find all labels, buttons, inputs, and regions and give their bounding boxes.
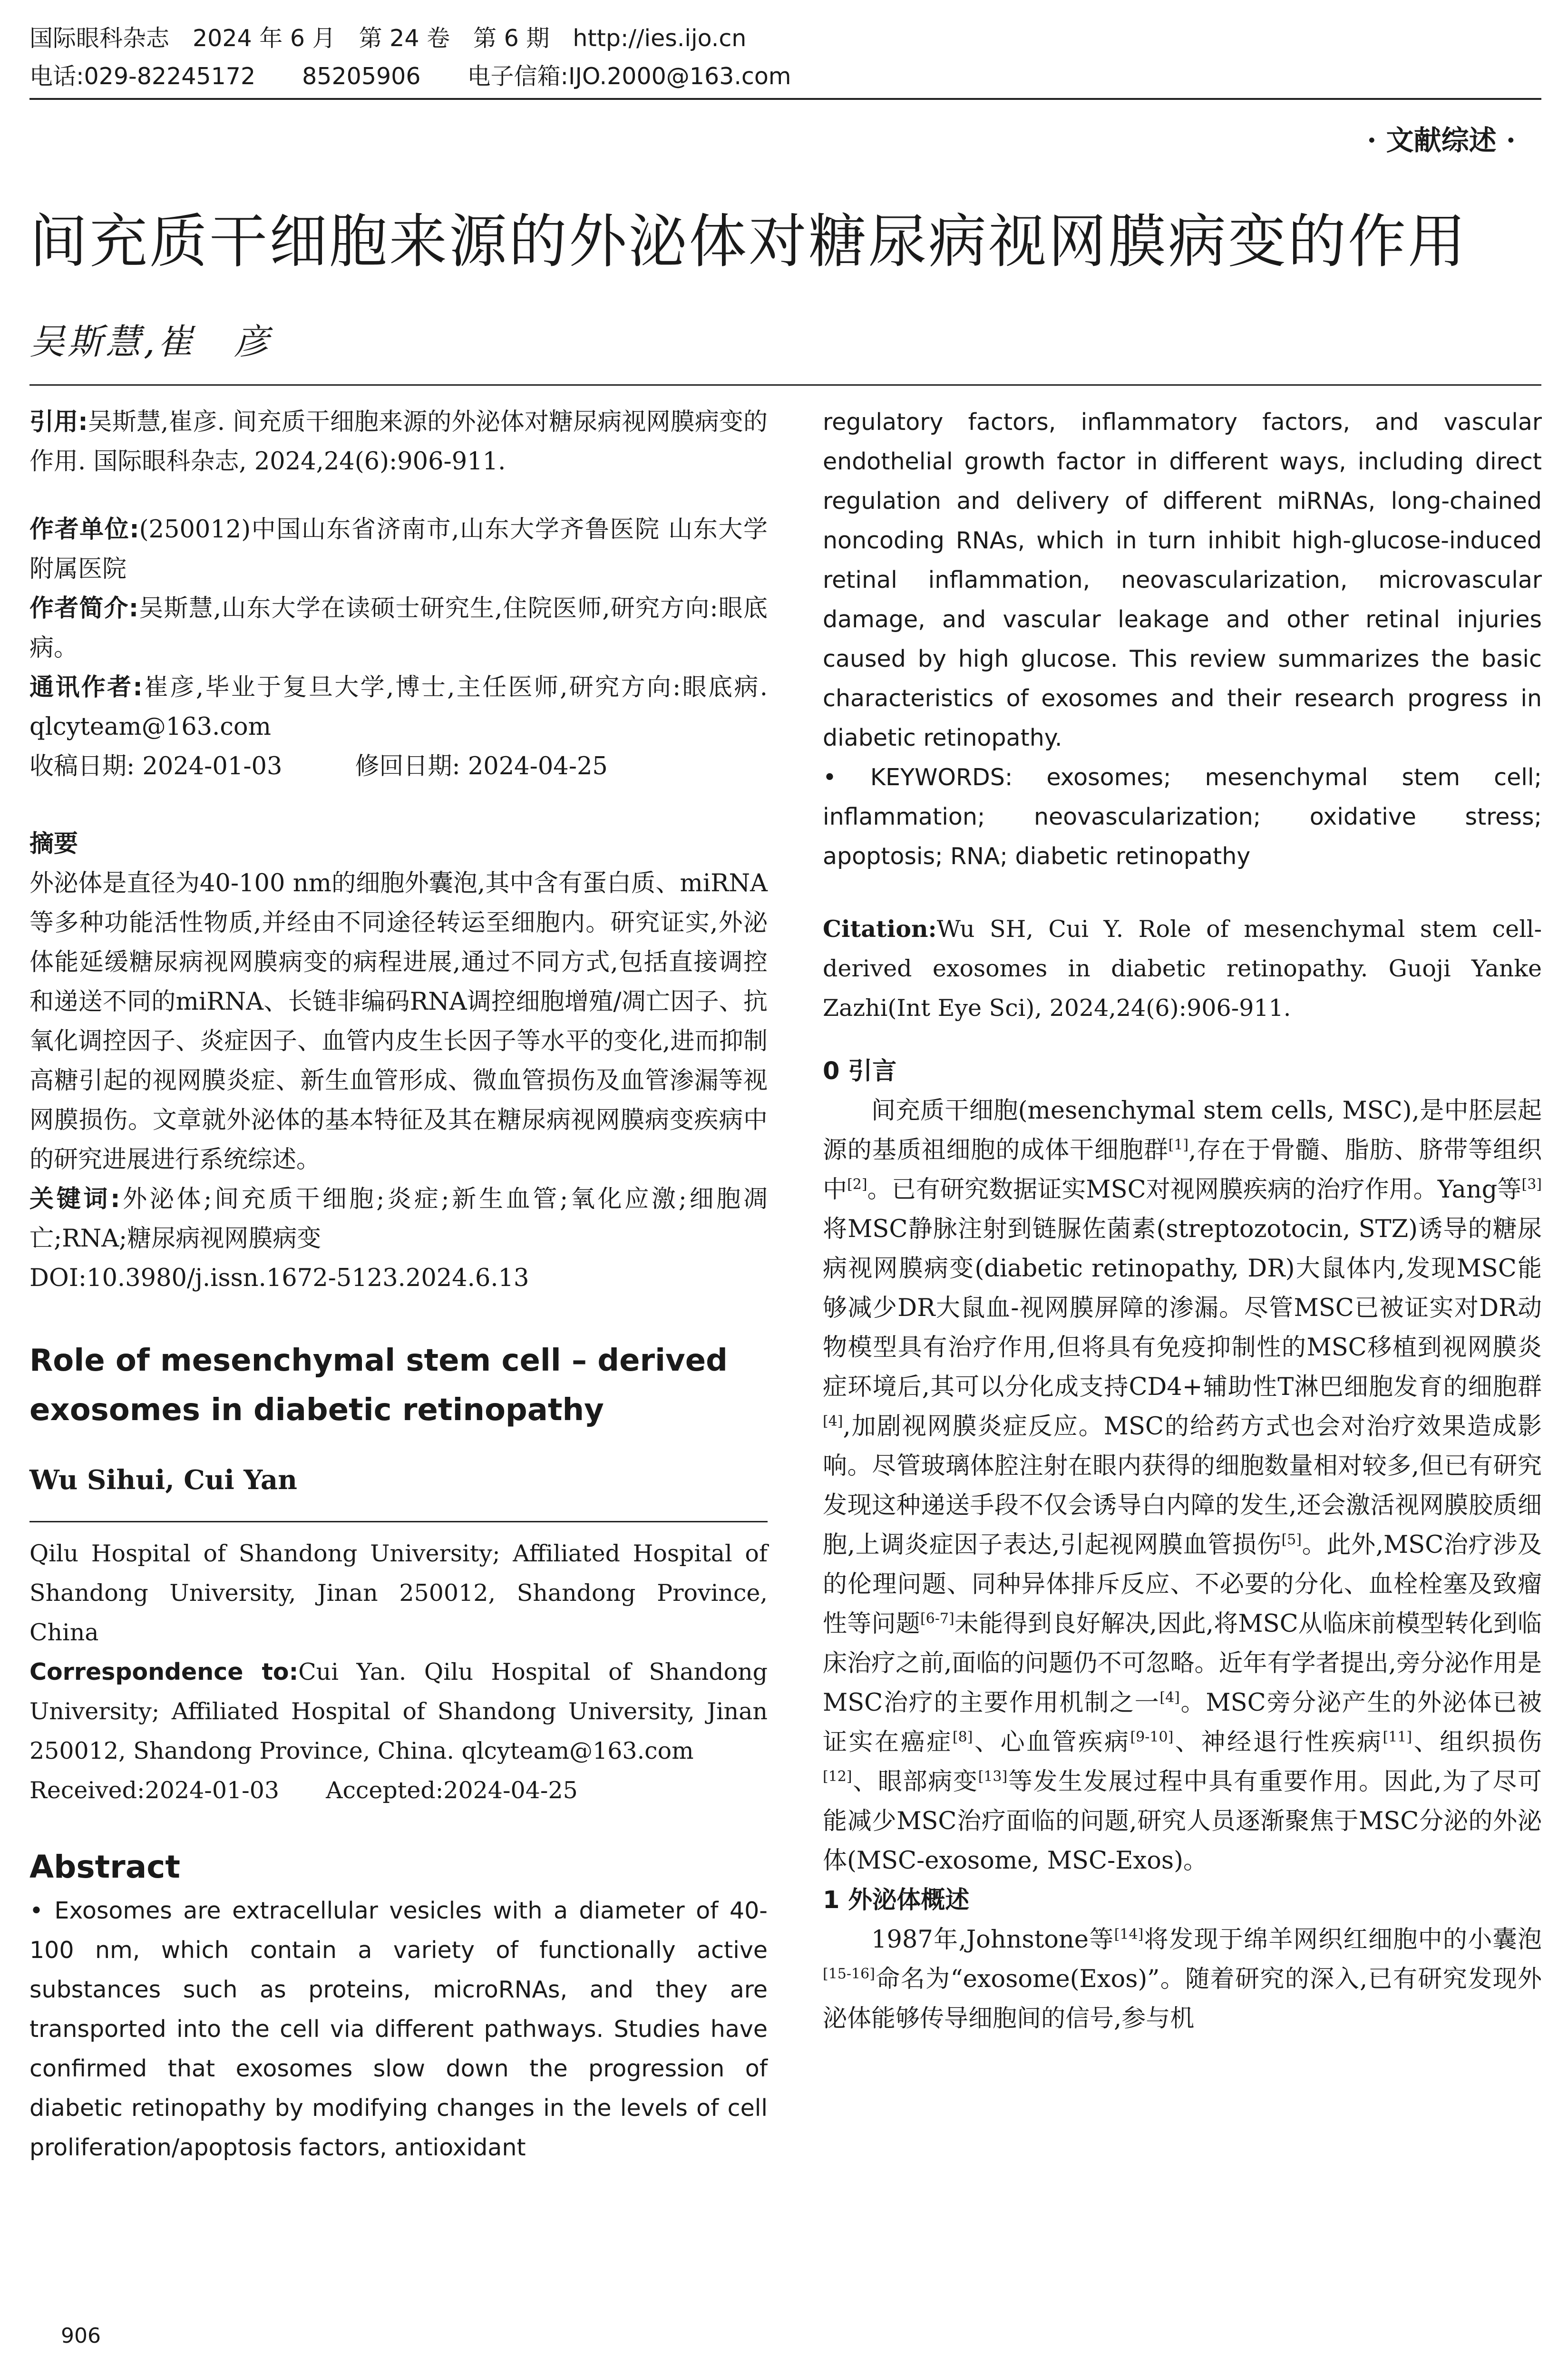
english-affiliation: Qilu Hospital of Shandong University; Affiliated Hospital of Shandong University, Jinan 250012, Shandong Province, China: [29, 1540, 768, 1646]
journal-header-line2: 电话:029-82245172 85205906 电子信箱:IJO.2000@163.com: [29, 63, 791, 90]
english-received: Received:2024-01-03 Accepted:2024-04-25: [29, 1777, 578, 1804]
affiliation: 作者单位:(250012)中国山东省济南市,山东大学齐鲁医院 山东大学附属医院: [29, 516, 768, 583]
introduction-paragraph: 间充质干细胞(mesenchymal stem cells, MSC),是中胚层起源的基质祖细胞的成体干细胞群[1],存在于骨髓、脂肪、脐带等组织中[2]。已有研究数据证实MSC对视网膜疾病的治疗作用。Yang等[3]将MSC静脉注射到链脲佐菌素(streptozotocin, STZ)诱导的糖尿病视网膜病变(diabetic retinopathy, DR)大鼠体内,发现MSC能够减少DR大鼠血-视网膜屏障的渗漏。尽管MSC已被证实对DR动物模型具有治疗作用,但将具有免疫抑制性的MSC移植到视网膜炎症环境后,其可以分化成支持CD4+辅助性T淋巴细胞发育的细胞群[4],加剧视网膜炎症反应。MSC的给药方式也会对治疗效果造成影响。尽管玻璃体腔注射在眼内获得的细胞数量相对较多,但已有研究发现这种递送手段不仅会诱导白内障的发生,还会激活视网膜胶质细胞,上调炎症因子表达,引起视网膜血管损伤[5]。此外,MSC治疗涉及的伦理问题、同种异体排斥反应、不必要的分化、血栓栓塞及致瘤性等问题[6-7]未能得到良好解决,因此,将MSC从临床前模型转化到临床治疗之前,面临的问题仍不可忽略。近年有学者提出,旁分泌作用是MSC治疗的主要作用机制之一[4]。MSC旁分泌产生的外泌体已被证实在癌症[8]、心血管疾病[9-10]、神经退行性疾病[11]、组织损伤[12]、眼部病变[13]等发生发展过程中具有重要作用。因此,为了尽可能减少MSC治疗面临的问题,研究人员逐渐聚焦于MSC分泌的外泌体(MSC-exosome, MSC-Exos)。: [823, 1097, 1542, 1875]
page-number: 906: [61, 2324, 101, 2348]
citation-label: 引用:: [29, 408, 88, 436]
english-authors-rule: [29, 1500, 768, 1522]
title-rule: [29, 384, 1541, 386]
english-title: Role of mesenchymal stem cell – derived exosomes in diabetic retinopathy: [29, 1343, 728, 1428]
citation: [29, 402, 768, 481]
english-keywords: • KEYWORDS: exosomes; mesenchymal stem cell; inflammation; neovascularization; oxidative stress; apoptosis; RNA; diabetic retinopathy: [823, 764, 1542, 870]
abstract-heading: 摘要: [29, 830, 78, 858]
english-citation: Citation:Wu SH, Cui Y. Role of mesenchymal stem cell-derived exosomes in diabetic retinopathy. Guoji Yanke Zazhi(Int Eye Sci), 2024,24(6):906-911.: [823, 915, 1542, 1022]
section-0-heading: 0 引言: [823, 1057, 897, 1085]
english-abstract-text: • Exosomes are extracellular vesicles with a diameter of 40-100 nm, which contain a variety of functionally active substances such as proteins, microRNAs, and they are transported into the cell via different pathways. Studies have confirmed that exosomes slow down the progression of diabetic retinopathy by modifying changes in the levels of cell proliferation/apoptosis factors, antioxidant: [29, 1897, 768, 2161]
corresponding-author: 通讯作者:崔彦,毕业于复旦大学,博士,主任医师,研究方向:眼底病. qlcyteam@163.com: [29, 673, 768, 741]
right-column: [823, 402, 1542, 2038]
english-authors: Wu Sihui, Cui Yan: [29, 1464, 297, 1496]
journal-header-line1: 国际眼科杂志 2024 年 6 月 第 24 卷 第 6 期 http://ies.ijo.cn: [29, 25, 747, 52]
left-column: [29, 402, 768, 2167]
section-tag: · 文献综述 ·: [1367, 124, 1516, 156]
abstract-text: 外泌体是直径为40-100 nm的细胞外囊泡,其中含有蛋白质、miRNA等多种功能活性物质,并经由不同途径转运至细胞内。研究证实,外泌体能延缓糖尿病视网膜病变的病程进展,通过不同方式,包括直接调控和递送不同的miRNA、长链非编码RNA调控细胞增殖/凋亡因子、抗氧化调控因子、炎症因子、血管内皮生长因子等水平的变化,进而抑制高糖引起的视网膜炎症、新生血管形成、微血管损伤及血管渗漏等视网膜损伤。文章就外泌体的基本特征及其在糖尿病视网膜病变疾病中的研究进展进行系统综述。: [29, 869, 768, 1174]
page-title: 间充质干细胞来源的外泌体对糖尿病视网膜病变的作用: [29, 208, 1468, 275]
section-1-paragraph: 1987年,Johnstone等[14]将发现于绵羊网织红细胞中的小囊泡[15-16]命名为“exosome(Exos)”。随着研究的深入,已有研究发现外泌体能够传导细胞间的信号,参与机: [823, 1926, 1542, 2033]
english-abstract-heading: Abstract: [29, 1849, 180, 1885]
author-bio: 作者简介:吴斯慧,山东大学在读硕士研究生,住院医师,研究方向:眼底病。: [29, 594, 768, 662]
authors: 吴斯慧,崔 彦: [29, 321, 272, 362]
received-dates: 收稿日期: 2024-01-03 修回日期: 2024-04-25: [29, 752, 608, 780]
english-correspondence: Correspondence to:Cui Yan. Qilu Hospital of Shandong University; Affiliated Hospital of Shandong University, Jinan 250012, Shandong Province, China. qlcyteam@163.com: [29, 1658, 768, 1764]
english-abstract-continued: regulatory factors, inflammatory factors, and vascular endothelial growth factor in different ways, including direct regulation and delivery of different miRNAs, long-chained noncoding RNAs, which in turn inhibit high-glucose-induced retinal inflammation, neovascularization, microvascular damage, and vascular leakage and other retinal injuries caused by high glucose. This review summarizes the basic characteristics of exosomes and their research progress in diabetic retinopathy.: [823, 409, 1542, 751]
section-1-heading: 1 外泌体概述: [823, 1886, 970, 1914]
header-rule: [29, 98, 1541, 100]
citation-text: 吴斯慧,崔彦. 间充质干细胞来源的外泌体对糖尿病视网膜病变的作用. 国际眼科杂志, 2024,24(6):906-911.: [29, 408, 768, 476]
doi: DOI:10.3980/j.issn.1672-5123.2024.6.13: [29, 1264, 529, 1292]
keywords: 关键词:外泌体;间充质干细胞;炎症;新生血管;氧化应激;细胞凋亡;RNA;糖尿病视网膜病变: [29, 1185, 768, 1253]
